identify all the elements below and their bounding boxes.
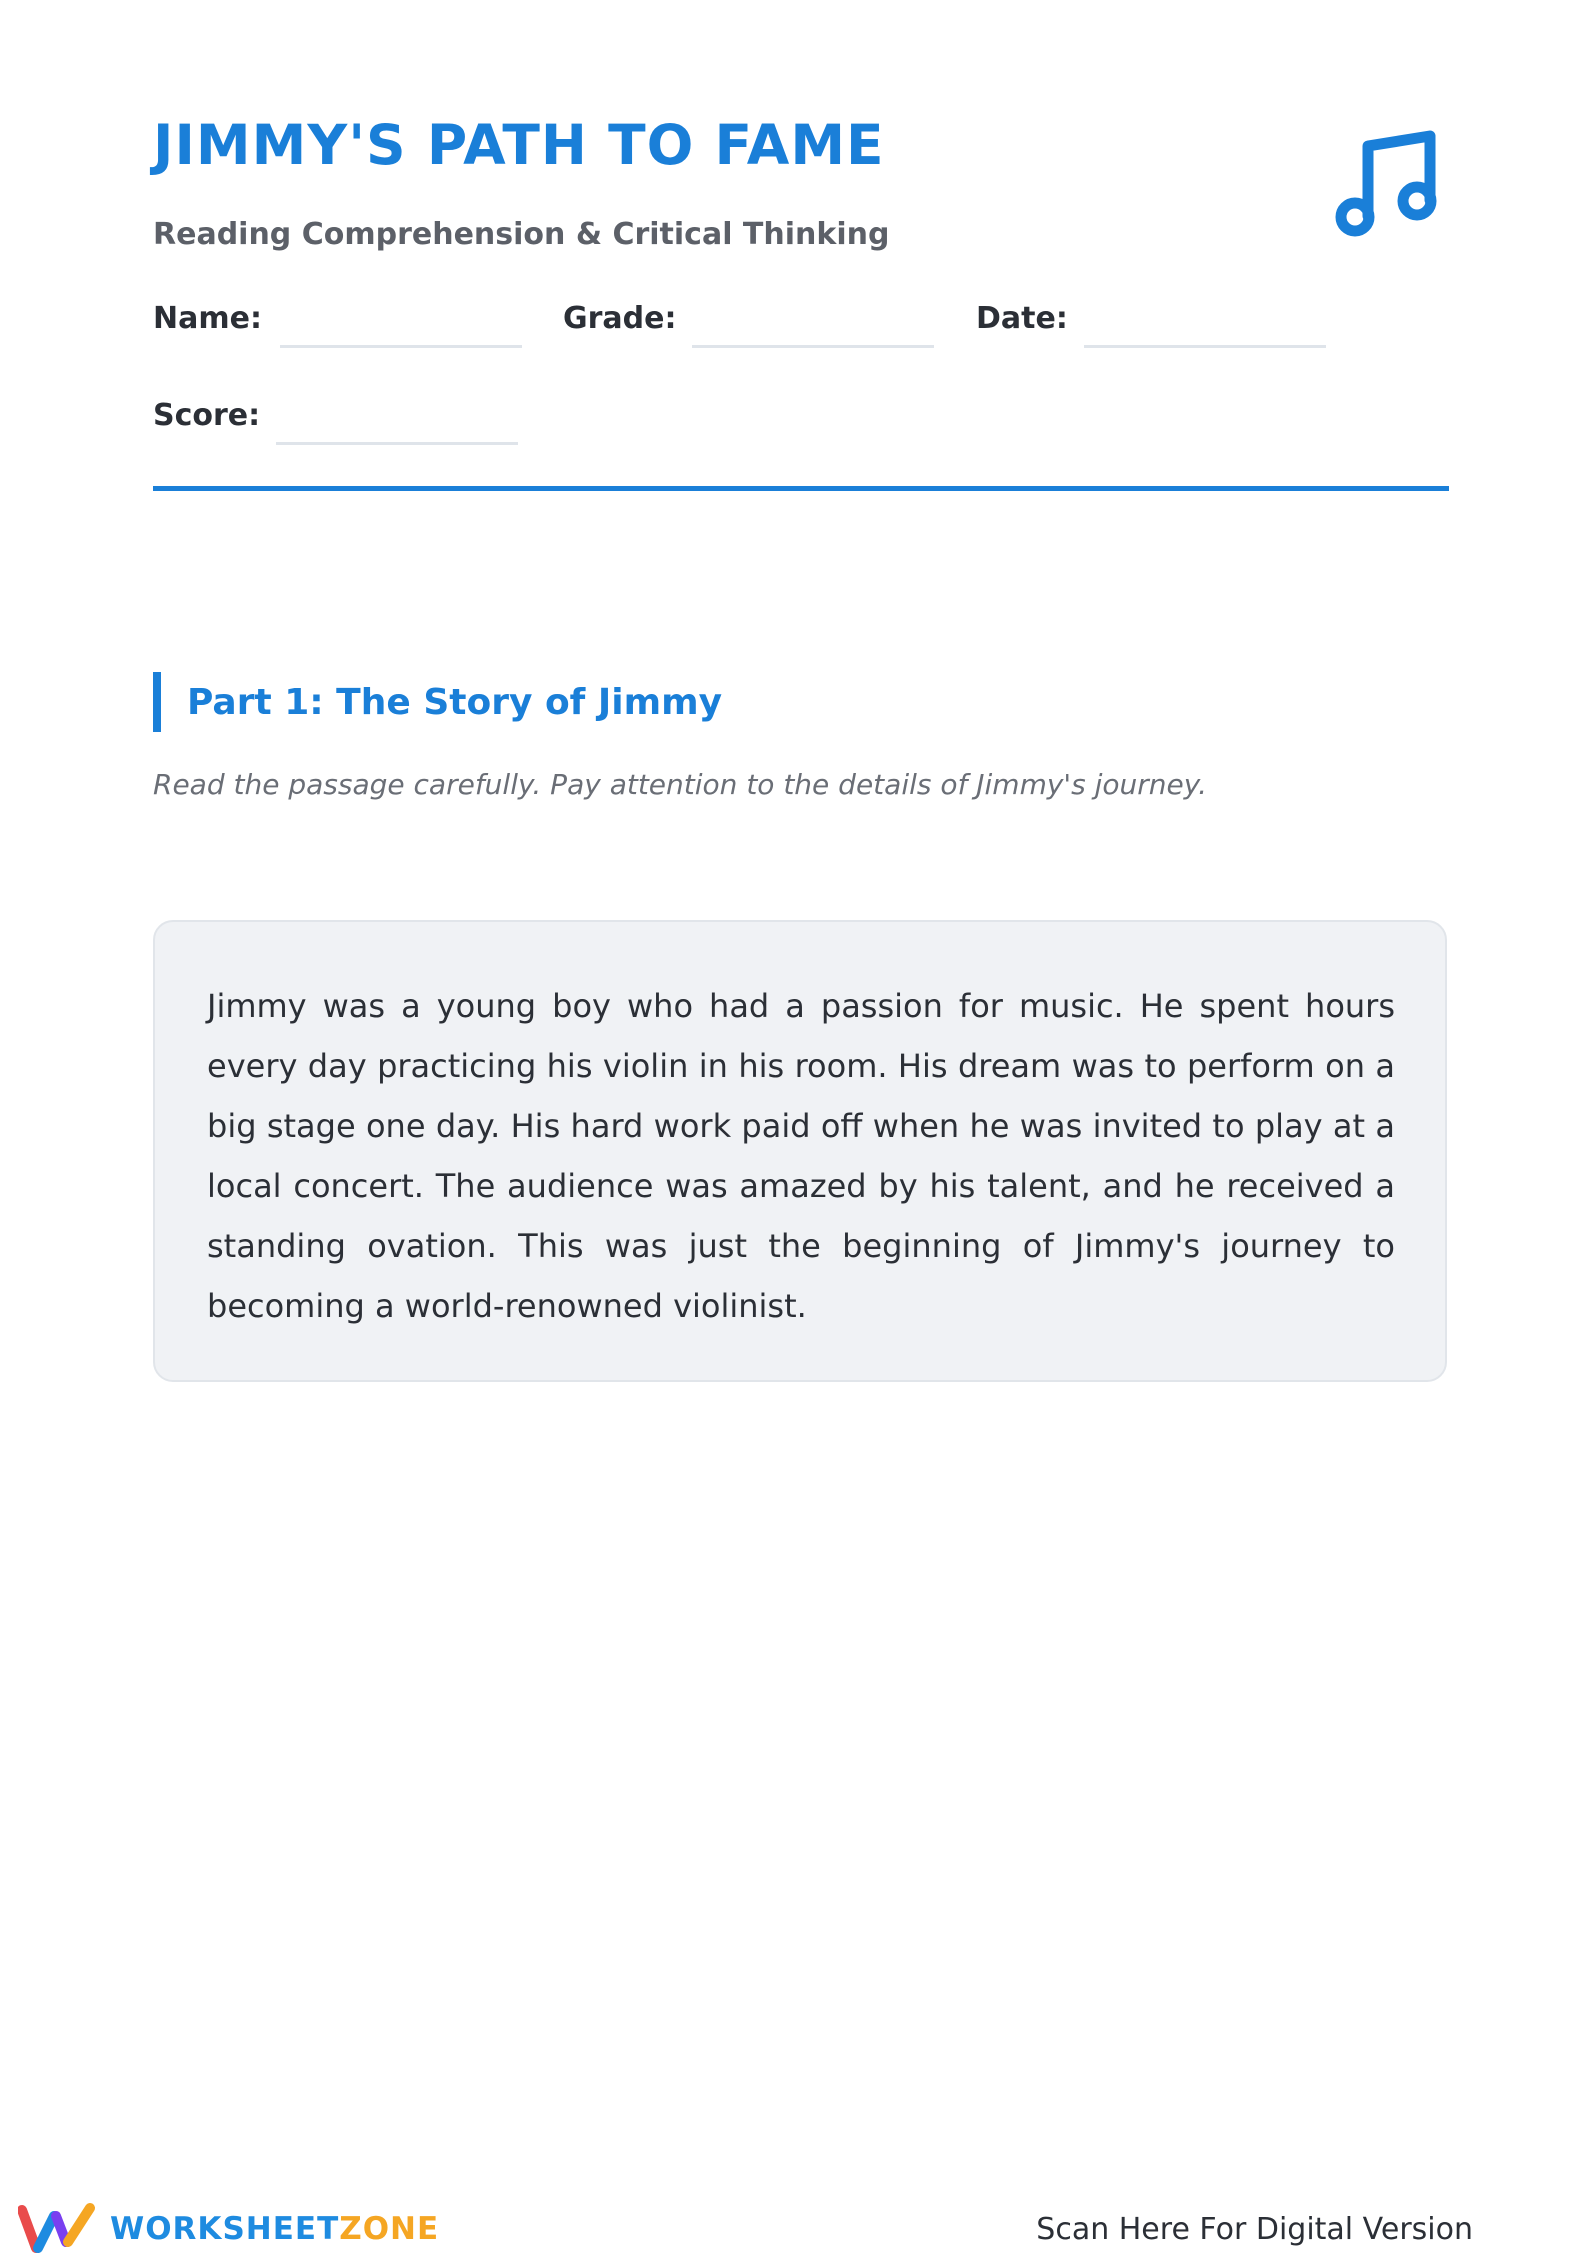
section-heading	[153, 672, 722, 732]
date-blank-line[interactable]	[1084, 305, 1326, 348]
header-divider	[153, 486, 1449, 491]
page-title: JIMMY'S PATH TO FAME	[153, 113, 885, 177]
instructions-text: Read the passage carefully. Pay attention to the details of Jimmy's journey.	[153, 768, 1208, 801]
logo-mark-icon	[18, 2202, 98, 2256]
passage-box	[153, 920, 1447, 1382]
grade-label: Grade:	[563, 301, 677, 336]
logo-text-worksheet: WORKSHEET	[110, 2211, 340, 2247]
scan-digital-version-text: Scan Here For Digital Version	[1036, 2212, 1473, 2247]
score-blank-line[interactable]	[276, 402, 518, 445]
name-label: Name:	[153, 301, 262, 336]
music-note-icon	[1330, 128, 1444, 242]
grade-field[interactable]	[563, 296, 934, 348]
grade-blank-line[interactable]	[692, 305, 934, 348]
worksheetzone-logo[interactable]	[18, 2202, 439, 2256]
score-field[interactable]	[153, 393, 518, 445]
name-field[interactable]	[153, 296, 522, 348]
passage-text: Jimmy was a young boy who had a passion for music. He spent hours every day practicing his violin in his room. His dream was to perform on a big stage one day. His hard work paid off when he was invited to play at a local concert. The audience was amazed by his talent, and he received a standing ovation. This was just the beginning of Jimmy's journey to becoming a world-renowned violinist.	[207, 987, 1395, 1325]
logo-text	[110, 2211, 439, 2247]
date-field[interactable]	[976, 296, 1326, 348]
section-accent-bar	[153, 672, 161, 732]
section-title: Part 1: The Story of Jimmy	[187, 681, 723, 723]
date-label: Date:	[976, 301, 1068, 336]
name-blank-line[interactable]	[280, 305, 522, 348]
page-subtitle: Reading Comprehension & Critical Thinking	[153, 217, 890, 252]
score-label: Score:	[153, 398, 261, 433]
logo-text-zone: ZONE	[339, 2211, 440, 2247]
